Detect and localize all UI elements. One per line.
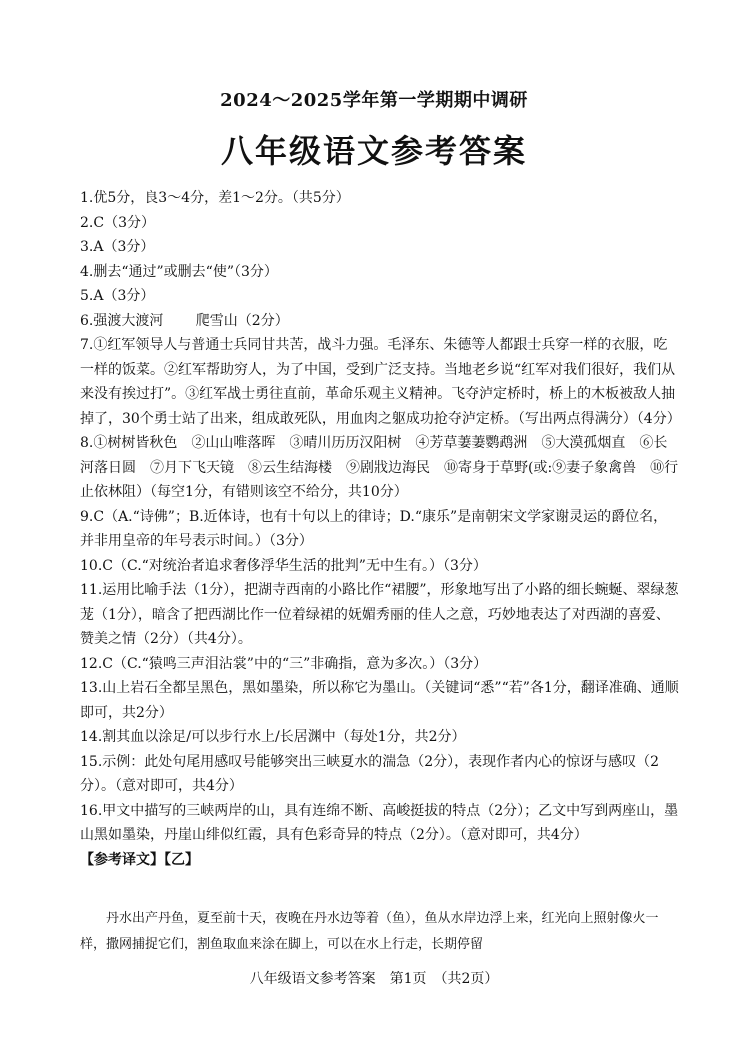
answer-14: 14.割其血以涂足/可以步行水上/长居渊中（每处1分，共2分）	[80, 729, 466, 745]
answer-10: 10.C（C.“对统治者追求奢侈浮华生活的批判”无中生有。）（3分）	[80, 557, 487, 574]
answer-6: 6.强渡大渡河 爬雪山（2分）	[80, 312, 289, 329]
exam-subtitle: 2024～2025学年第一学期期中调研	[220, 90, 528, 111]
answer-9: 9.C（A.“诗佛”；B.近体诗，也有十句以上的律诗；D.“康乐”是南朝宋文学家谢灵运的爵位名，并非用皇帝的年号表示时间。）（3分）	[80, 508, 668, 549]
reference-heading: 【参考译文】【乙】	[80, 851, 199, 868]
answer-16: 16.甲文中描写的三峡两岸的山，具有连绵不断、高峻挺拔的特点（2分）；乙文中写到两座山，墨山黑如墨染，丹崖山绯似红霞，具有色彩奇异的特点（2分）。（意对即可，共4分）	[80, 802, 679, 843]
answer-2: 2.C（3分）	[80, 214, 155, 231]
answer-12: 12.C（C.“猿鸣三声泪沾裳”中的“三”非确指，意为多次。）（3分）	[80, 655, 488, 672]
answer-8: 8.①树树皆秋色 ②山山唯落晖 ③晴川历历汉阳树 ④芳草萋萋鹦鹉洲 ⑤大漠孤烟直 ⑥长河落日圆 ⑦月下飞天镜 ⑧云生结海楼 ⑨剧戕边海民 ⑩寄身于草野(或:⑨妻子象禽兽 ⑩行止依林阻）（每空1分，有错则该空不给分，共10分）	[80, 435, 679, 500]
answer-11: 11.运用比喻手法（1分），把湖寺西南的小路比作“裙腰”，形象地写出了小路的细长蜿蜒、翠绿葱茏（1分），暗含了把西湖比作一位着绿裙的妩媚秀丽的佳人之意，巧妙地表达了对西湖的喜爱、赞美之情（2分）（共4分）。	[80, 582, 679, 647]
answer-3: 3.A（3分）	[80, 239, 155, 255]
answer-4: 4.删去“通过”或删去“使”（3分）	[80, 263, 278, 280]
answer-7: 7.①红军领导人与普通士兵同甘共苦，战斗力强。毛泽东、朱德等人都跟士兵穿一样的衣服，吃一样的饭菜。②红军帮助穷人，为了中国，受到广泛支持。当地老乡说“红军对我们很好，我们从来没有挨过打”。③红军战士勇往直前，革命乐观主义精神。飞夺泸定桥时，桥上的木板被敌人抽掉了，30个勇士站了出来，组成敢死队，用血肉之躯成功抢夺泸定桥。（写出两点得满分）（4分）	[80, 337, 681, 427]
answer-15: 15.示例：此处句尾用感叹号能够突出三峡夏水的湍急（2分），表现作者内心的惊讶与感叹（2分）。（意对即可，共4分）	[80, 753, 660, 794]
answer-5: 5.A（3分）	[80, 288, 155, 304]
answer-13: 13.山上岩石全都呈黑色，黑如墨染，所以称它为墨山。（关键词“悉”“若”各1分，翻译准确、通顺即可，共2分）	[80, 680, 679, 721]
page-footer: 八年级语文参考答案 第1页 （共2页）	[249, 971, 499, 987]
answer-list	[80, 186, 680, 872]
answer-1: 1.优5分，良3～4分，差1～2分。（共5分）	[80, 190, 350, 206]
reference-translation: 丹水出产丹鱼，夏至前十天，夜晚在丹水边等着（鱼），鱼从水岸边浮上来，红光向上照射像火一样，撒网捕捉它们，割鱼取血来涂在脚上，可以在水上行走，长期停留	[80, 911, 659, 952]
page-title: 八年级语文参考答案	[220, 132, 527, 170]
